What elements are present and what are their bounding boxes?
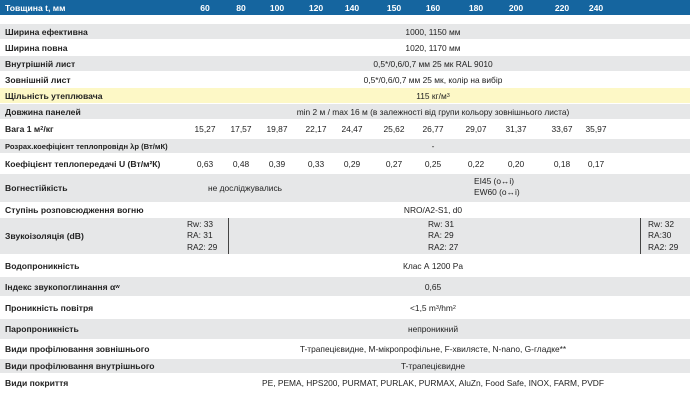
u-value-140: 0,29 bbox=[343, 158, 361, 169]
row-label: Паропроникність bbox=[5, 324, 79, 334]
weight-value-150: 25,62 bbox=[383, 124, 405, 134]
row-density bbox=[0, 88, 690, 104]
row-panel-length bbox=[0, 104, 690, 120]
header-col-60: 60 bbox=[200, 2, 210, 13]
fire-not-tested: не досліджувались bbox=[208, 183, 282, 193]
row-width-full bbox=[0, 40, 690, 56]
row-sound-absorption bbox=[0, 277, 690, 297]
weight-value-100: 19,87 bbox=[266, 124, 288, 134]
row-label: Водопроникність bbox=[5, 260, 80, 271]
sound-right-ra2: RA2: 29 bbox=[648, 241, 679, 252]
sound-left bbox=[187, 219, 217, 253]
weight-value-80: 17,57 bbox=[230, 124, 252, 134]
row-label: Довжина панелей bbox=[5, 106, 81, 117]
row-label: Внутрішній лист bbox=[5, 58, 76, 69]
header-col-150: 150 bbox=[386, 2, 402, 13]
weight-value-120: 22,17 bbox=[305, 124, 327, 134]
sound-right-rw: Rw: 32 bbox=[648, 219, 675, 229]
sound-middle bbox=[428, 219, 458, 253]
header-col-140: 140 bbox=[344, 2, 360, 13]
row-label: Ширина ефективна bbox=[5, 26, 88, 37]
weight-value-60: 15,27 bbox=[194, 124, 216, 134]
row-value: min 2 м / max 16 м (в залежності від групи кольору зовнішнього листа) bbox=[296, 106, 570, 117]
sound-mid-ra: RA: 29 bbox=[428, 230, 454, 241]
fire-rating-ew60: EW60 (o↔i) bbox=[474, 187, 520, 198]
row-value: NRO/A2-S1, d0 bbox=[403, 205, 463, 215]
sound-left-ra2: RA2: 29 bbox=[187, 241, 218, 252]
u-value-180: 0,22 bbox=[467, 158, 485, 169]
row-label: Види покриття bbox=[5, 378, 69, 388]
row-value: <1,5 m 3 /hm 2 bbox=[410, 302, 456, 313]
row-value: 0,5*/0,6/0,7 мм 25 мк, колір на вибір bbox=[363, 74, 503, 85]
row-label: Проникність повітря bbox=[5, 302, 94, 313]
header-col-200: 200 bbox=[508, 2, 524, 13]
sound-divider-left bbox=[228, 218, 229, 254]
sound-left-rw: Rw: 33 bbox=[187, 219, 214, 229]
u-value-150: 0,27 bbox=[385, 158, 403, 169]
row-label: Коефіцієнт теплопередачі U (Вт/м²К) bbox=[5, 158, 161, 169]
row-sound-insulation bbox=[0, 218, 690, 255]
header-col-100: 100 bbox=[269, 2, 285, 13]
row-water-permeability bbox=[0, 255, 690, 277]
row-label: Види профілювання зовнішнього bbox=[5, 344, 150, 354]
row-label: Звукоізоляція (dB) bbox=[5, 231, 84, 241]
row-value: T-трапецієвидне, M-мікропрофільне, F-хвилясте, N-nano, G-гладке** bbox=[299, 344, 567, 354]
sound-mid-rw: Rw: 31 bbox=[428, 219, 455, 229]
sound-mid-ra2: RA2: 27 bbox=[428, 241, 459, 252]
header-col-220: 220 bbox=[554, 2, 570, 13]
row-value: 1020, 1170 мм bbox=[405, 42, 461, 53]
weight-value-160: 26,77 bbox=[422, 124, 444, 134]
u-value-220: 0,18 bbox=[553, 158, 571, 169]
row-label: Розрах.коефіцієнт теплопровідн λp (Вт/мК) bbox=[5, 141, 168, 151]
row-outer-sheet bbox=[0, 72, 690, 88]
row-label: Вага 1 м 2 /кг bbox=[5, 124, 54, 134]
weight-value-200: 31,37 bbox=[505, 124, 527, 134]
header-col-160: 160 bbox=[425, 2, 441, 13]
row-label: Ступінь розповсюдження вогню bbox=[5, 205, 144, 215]
weight-value-220: 33,67 bbox=[551, 124, 573, 134]
sound-left-ra: RA: 31 bbox=[187, 230, 213, 241]
sound-divider-right bbox=[640, 218, 641, 254]
row-label: Види профілювання внутрішнього bbox=[5, 361, 155, 371]
row-value: 0,5*/0,6/0,7 мм 25 мк RAL 9010 bbox=[373, 58, 493, 69]
header-col-80: 80 bbox=[236, 2, 246, 13]
row-fire-resistance bbox=[0, 174, 690, 203]
row-air-permeability bbox=[0, 297, 690, 319]
u-value-80: 0,48 bbox=[232, 158, 250, 169]
row-value: - bbox=[431, 141, 435, 151]
row-value: Клас А 1200 Pa bbox=[402, 260, 464, 271]
weight-value-140: 24,47 bbox=[341, 124, 363, 134]
header-col-240: 240 bbox=[588, 2, 604, 13]
u-value-160: 0,25 bbox=[424, 158, 442, 169]
row-value: непроникний bbox=[407, 324, 459, 334]
row-profile-inner bbox=[0, 359, 690, 374]
u-value-120: 0,33 bbox=[307, 158, 325, 169]
u-value-100: 0,39 bbox=[268, 158, 286, 169]
fire-ratings bbox=[474, 176, 520, 199]
row-coating bbox=[0, 374, 690, 393]
row-value: 0,65 bbox=[424, 281, 442, 292]
weight-value-180: 29,07 bbox=[465, 124, 487, 134]
u-value-240: 0,17 bbox=[587, 158, 605, 169]
row-inner-sheet bbox=[0, 56, 690, 72]
row-value: T-трапецієвидне bbox=[400, 361, 465, 371]
sound-right-ra: RA:30 bbox=[648, 230, 672, 241]
row-heat-transfer bbox=[0, 154, 690, 174]
sound-right bbox=[648, 219, 678, 253]
row-label: Вогнестійкість bbox=[5, 183, 68, 193]
row-width-effective bbox=[0, 24, 690, 40]
row-profile-outer bbox=[0, 340, 690, 359]
row-vapor-permeability bbox=[0, 319, 690, 340]
row-fire-spread bbox=[0, 203, 690, 218]
row-value: 115 кг/м 3 bbox=[416, 90, 450, 101]
row-weight bbox=[0, 120, 690, 139]
fire-rating-ei45: EI45 (o↔i) bbox=[474, 176, 515, 186]
row-label: Індекс звукопоглинання α w bbox=[5, 281, 120, 292]
header-col-180: 180 bbox=[468, 2, 484, 13]
u-value-200: 0,20 bbox=[507, 158, 525, 169]
header-row bbox=[0, 0, 690, 16]
row-label: Зовнішній лист bbox=[5, 74, 71, 85]
u-value-60: 0,63 bbox=[196, 158, 214, 169]
header-col-120: 120 bbox=[308, 2, 324, 13]
row-label: Щільність утеплювача bbox=[5, 90, 103, 101]
header-label: Товщина t, мм bbox=[5, 2, 66, 13]
row-value: 1000, 1150 мм bbox=[405, 26, 461, 37]
weight-value-240: 35,97 bbox=[585, 124, 607, 134]
row-thermal-conductivity bbox=[0, 139, 690, 154]
row-label: Ширина повна bbox=[5, 42, 68, 53]
row-value: PE, PEMA, HPS200, PURMAT, PURLAK, PURMAX, AluZn, Food Safe, INOX, FARM, PVDF bbox=[262, 378, 604, 388]
